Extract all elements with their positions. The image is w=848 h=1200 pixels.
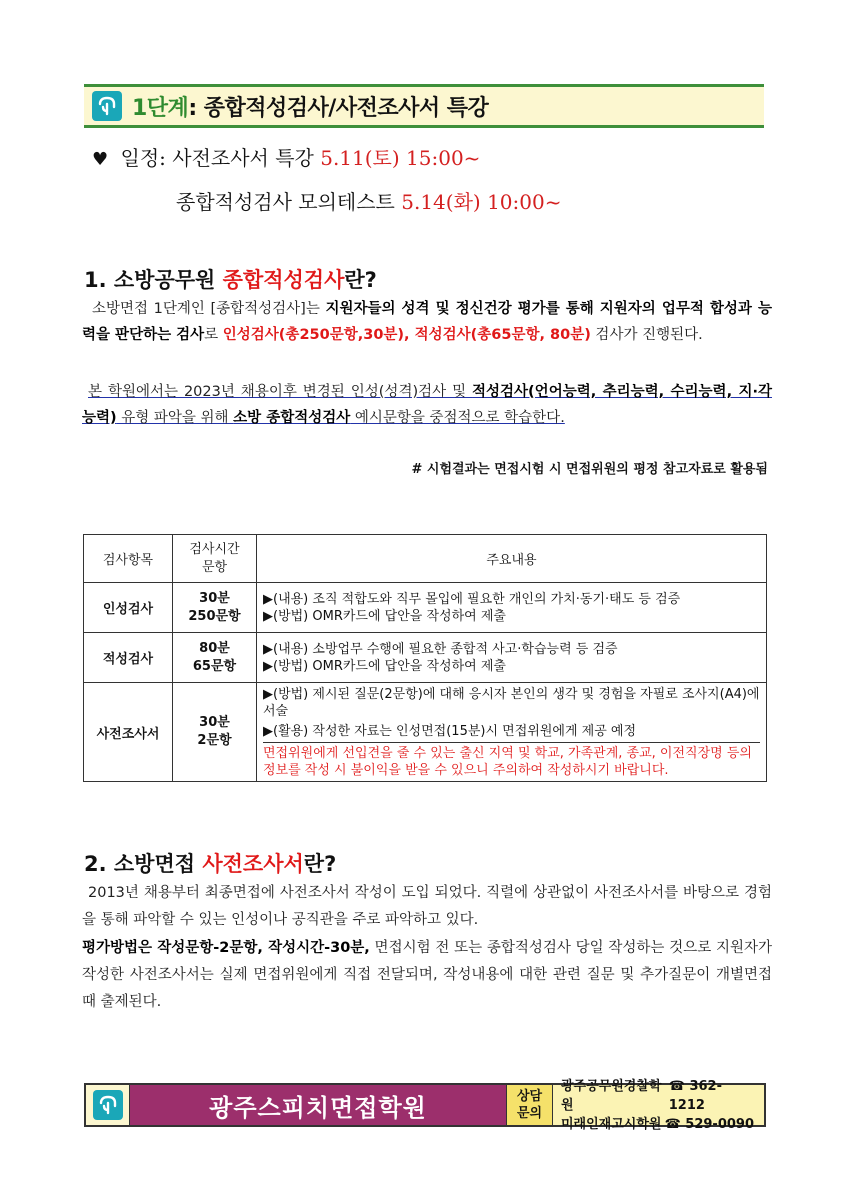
row-time-value: 80분	[199, 640, 230, 656]
header-item: 검사항목	[84, 535, 173, 583]
row-count-value: 65문항	[192, 658, 237, 674]
section1-highlight: 종합적성검사	[222, 268, 345, 292]
row-count-value: 2문항	[197, 733, 232, 748]
schedule-label: 일정:	[120, 146, 166, 170]
footer-banner	[84, 1078, 766, 1132]
row-line: ▶(내용) 조직 적합도와 직무 몰입에 필요한 개인의 가치·동기·태도 등 검증	[263, 591, 681, 607]
text-run: 평가방법은 작성문항-2문항, 작성시간-30분,	[82, 940, 370, 956]
row-line: ▶(방법) 제시된 질문(2문항)에 대해 응시자 본인의 생각 및 경험을 자필로 조사지(A4)에 서술	[263, 687, 760, 719]
row-time	[173, 583, 257, 633]
header-time	[173, 535, 257, 583]
section2-heading	[84, 848, 336, 878]
academy-name: 광주스피치면접학원	[130, 1085, 506, 1125]
section2-num: 2. 소방면접	[84, 852, 196, 876]
text-run: 면접시험 전 또는 종합적성검사 당일 작성하는 것으로 지원자가 작성한 사전조사서는 실제 면접위원에게 직접 전달되며, 작성내용에 대한 관련 질문 및 추가질문이 개별면접 때 출제된다.	[82, 940, 772, 1010]
footer-logo	[86, 1085, 130, 1125]
section1-paragraph-2	[82, 379, 772, 431]
stage-label: 1단계	[132, 95, 189, 121]
section1-num: 1. 소방공무원	[84, 268, 216, 292]
row-time	[173, 633, 257, 683]
consult-label-2: 문의	[516, 1106, 543, 1121]
row-item: 사전조사서	[84, 683, 173, 782]
phone-2: ☎ 529-0090	[664, 1116, 754, 1132]
section1-heading	[84, 264, 377, 294]
heart-icon: ♥	[92, 149, 109, 170]
contact-row	[561, 1115, 764, 1134]
warning-text: 면접위원에게 선입견을 줄 수 있는 출신 지역 및 학교, 가족관계, 종교, 이전직장명 등의 정보를 작성 시 불이익을 받을 수 있으니 주의하여 작성하시기 바랍니다.	[263, 742, 760, 779]
row-line: ▶(활용) 작성한 자료는 인성면접(15분)시 면접위원에게 제공 예정	[263, 724, 637, 739]
page-title	[132, 91, 488, 122]
exam-table	[83, 534, 767, 782]
header-count-label: 문항	[201, 559, 228, 575]
title-text: : 종합적성검사/사전조사서 특강	[188, 95, 489, 121]
row-count-value: 250문항	[188, 608, 241, 624]
table-row	[84, 633, 767, 683]
phone-1: ☎ 362-1212	[668, 1078, 723, 1113]
schedule-line-2	[176, 186, 561, 215]
section1-paragraph-1	[82, 296, 772, 348]
text-run: 지원자들의 성격 및 정신건강 평가를 통해 지원자의 업무적 합성과 능력을 판단하는 검사	[82, 301, 772, 343]
header-banner	[84, 84, 764, 128]
row-content	[257, 683, 767, 782]
row-line: ▶(내용) 소방업무 수행에 필요한 종합적 사고·학습능력 등 검증	[263, 641, 618, 657]
consult-label	[506, 1085, 552, 1125]
text-run: 검사가 진행된다.	[590, 327, 703, 343]
row-item: 적성검사	[84, 633, 173, 683]
text-run: 유형 파악을 위해	[116, 410, 234, 426]
section2-paragraph-2	[82, 935, 772, 1016]
text-run: 소방면접 1단계인 [종합적성검사]는	[92, 301, 326, 317]
row-time	[173, 683, 257, 782]
row-line: ▶(방법) OMR카드에 답안을 작성하여 제출	[263, 658, 506, 674]
row-item: 인성검사	[84, 583, 173, 633]
text-run: 소방 종합적성검사	[233, 410, 351, 426]
table-header-row	[84, 535, 767, 583]
result-note: # 시험결과는 면접시험 시 면접위원의 평정 참고자료로 활용됨	[411, 462, 768, 477]
row-content	[257, 633, 767, 683]
underlined-text	[82, 384, 772, 426]
text-run: 인성검사(총250문항,30분), 적성검사(총65문항, 80분)	[222, 327, 591, 343]
contact-row	[561, 1077, 764, 1115]
text-run: 본 학원에서는 2023년 채용이후 변경된 인성(성격)검사 및	[88, 384, 473, 400]
academy-logo-icon	[93, 1090, 123, 1120]
section2-highlight: 사전조사서	[202, 852, 304, 876]
row-content	[257, 583, 767, 633]
text-run: 적성검사(언어능력, 추리능력, 수리능력, 지·각능력)	[82, 384, 772, 426]
academy-name-1: 광주공무원경찰학원	[561, 1078, 662, 1113]
schedule-time-1: 5.11(토) 15:00~	[320, 146, 481, 170]
row-line: ▶(방법) OMR카드에 답안을 작성하여 제출	[263, 608, 506, 624]
section1-suffix: 란?	[344, 268, 377, 292]
contact-list	[552, 1078, 764, 1132]
row-time-value: 30분	[199, 715, 230, 730]
academy-name-2: 미래인재고시학원	[561, 1116, 662, 1132]
header-time-label: 검사시간	[189, 541, 240, 557]
table-row	[84, 583, 767, 633]
text-run: 로	[204, 327, 223, 343]
section2-paragraph-1: 2013년 채용부터 최종면접에 사전조사서 작성이 도입 되었다. 직렬에 상관없이 사전조사서를 바탕으로 경험을 통해 파악할 수 있는 인성이나 공직관을 주로 파악하고 있다.	[82, 885, 772, 928]
header-content: 주요내용	[257, 535, 767, 583]
schedule-item-2: 종합적성검사 모의테스트	[176, 190, 395, 214]
text-run: 예시문항을 중점적으로 학습한다.	[350, 410, 565, 426]
section2-suffix: 란?	[303, 852, 337, 876]
schedule-time-2: 5.14(화) 10:00~	[401, 190, 562, 214]
schedule-line-1	[92, 142, 480, 171]
row-time-value: 30분	[199, 590, 230, 606]
schedule-item-1: 사전조사서 특강	[172, 146, 314, 170]
table-row	[84, 683, 767, 782]
consult-label-1: 상담	[516, 1089, 543, 1104]
academy-logo-icon	[92, 91, 122, 121]
